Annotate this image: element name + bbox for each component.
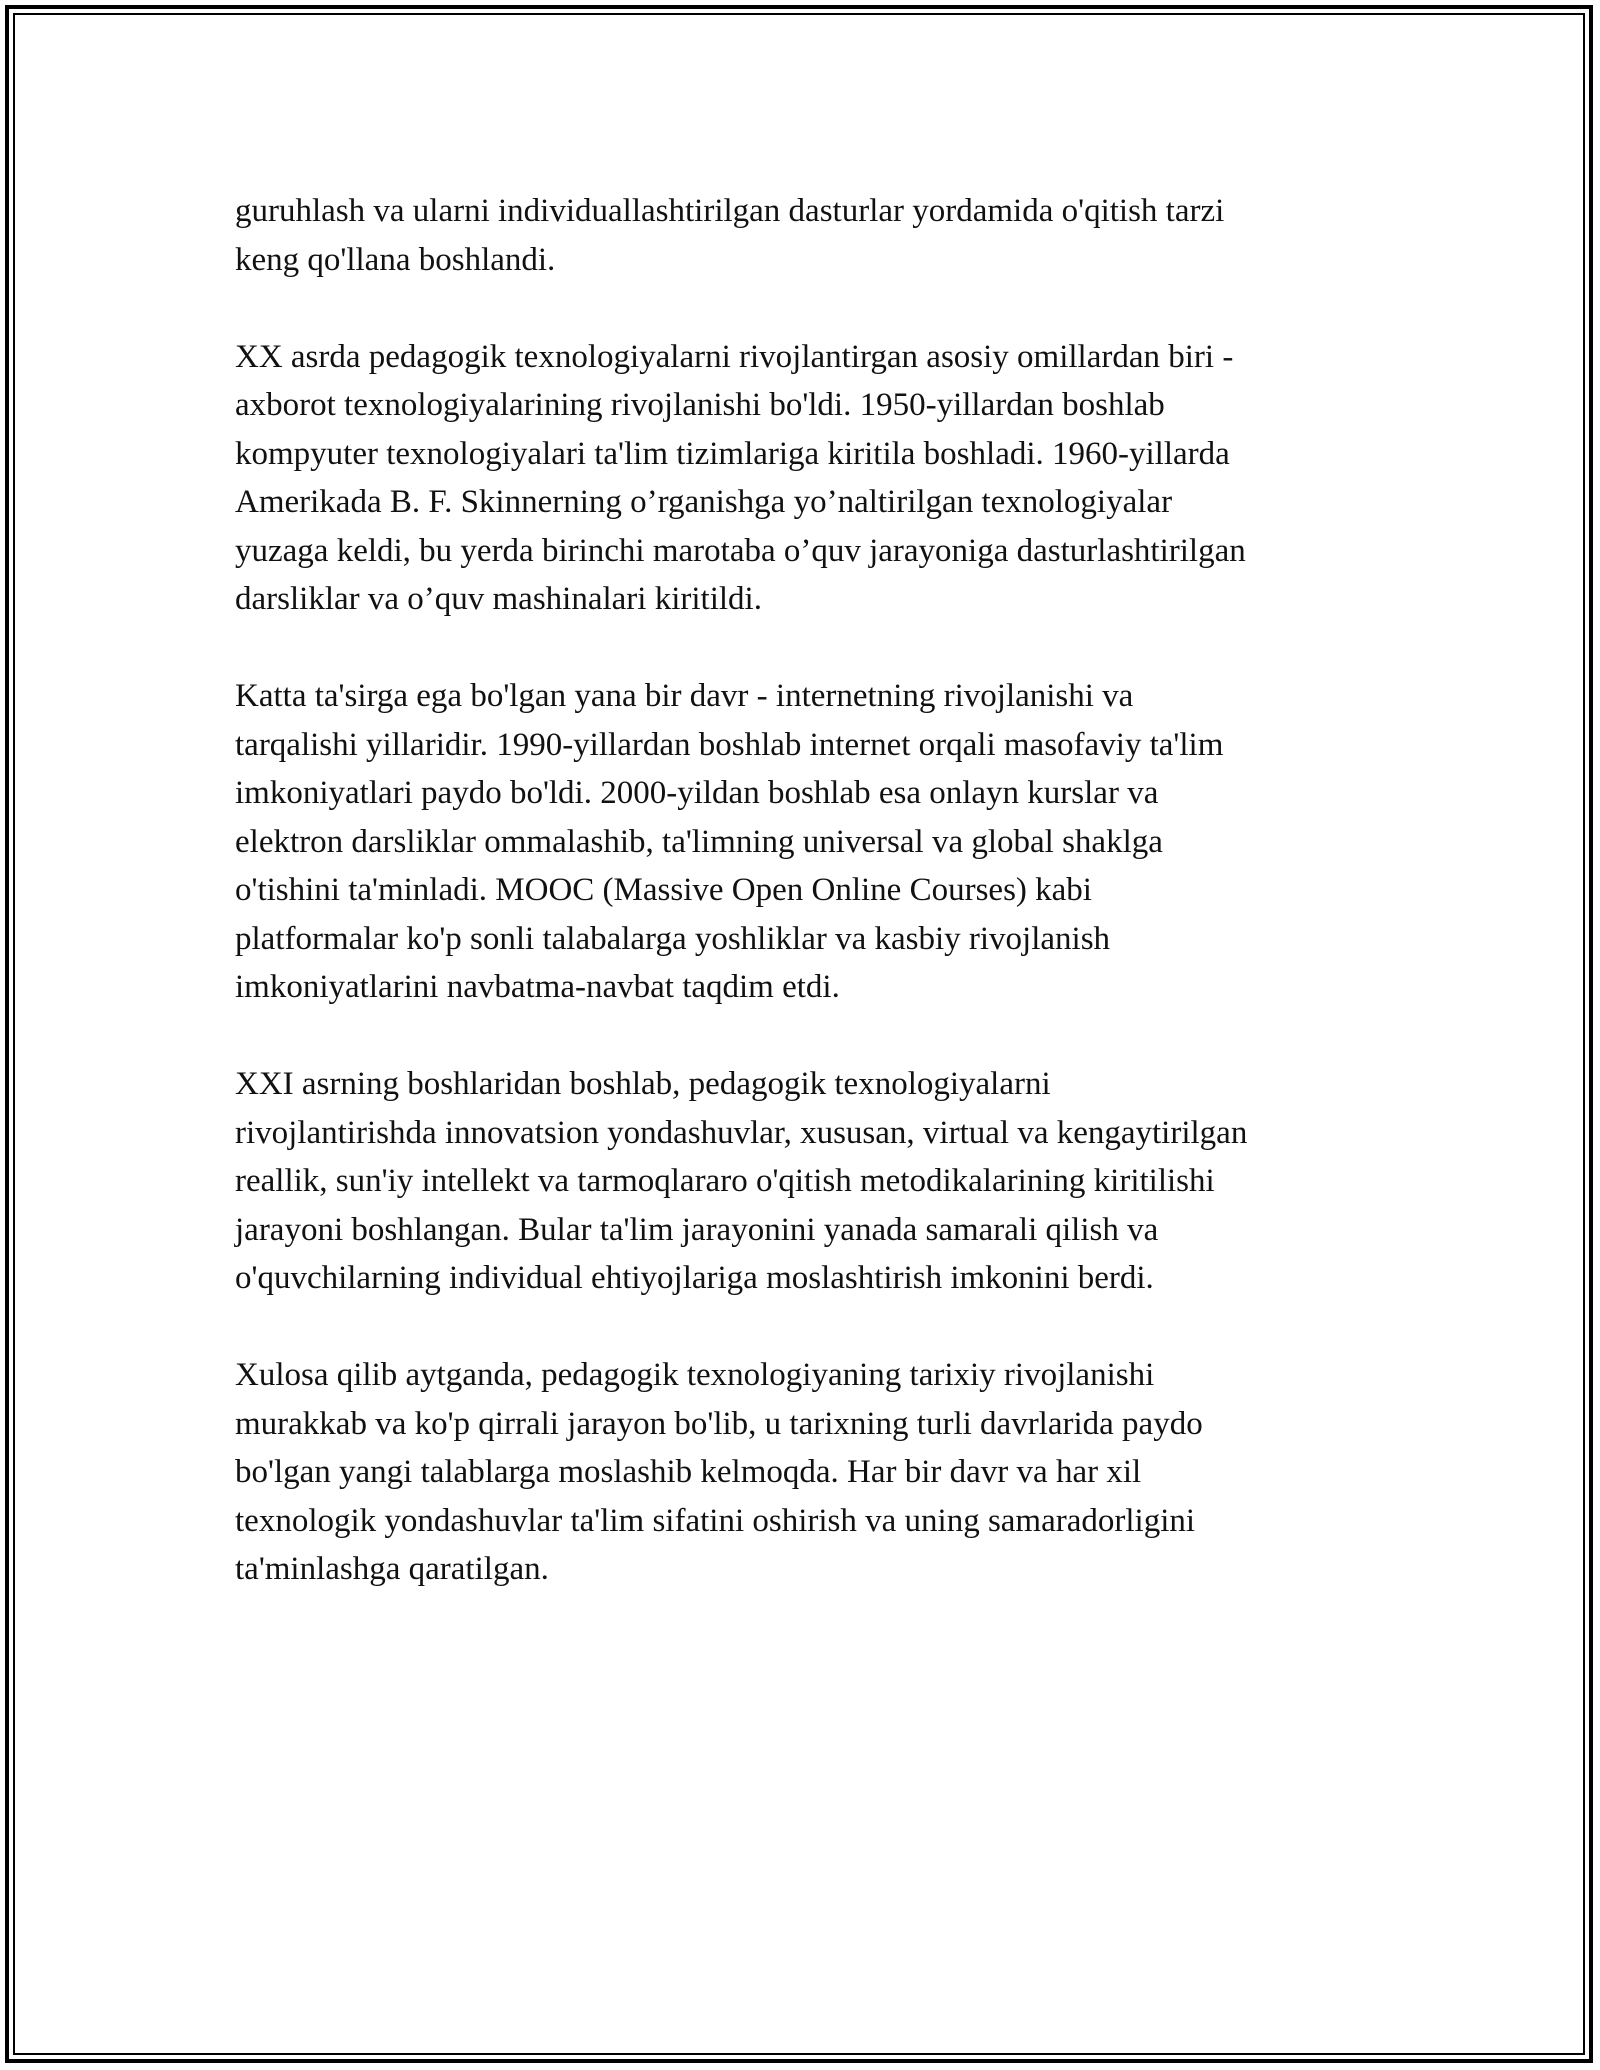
paragraph-2: XX asrda pedagogik texnologiyalarni rivojlantirgan asosiy omillardan biri - axborot texnologiyalarining rivojlanishi bo'ldi. 1950-yillardan boshlab kompyuter texnologiyalari ta'lim tizimlariga kiritila boshladi. 1960-yillarda Amerikada B. F. Skinnerning o’rganishga yo’naltirilgan texnologiyalar yuzaga keldi, bu yerda birinchi marotaba o’quv jarayoniga dasturlashtirilgan darsliklar va o’quv mashinalari kiritildi. bbox=[235, 338, 1246, 617]
paragraph-5: Xulosa qilib aytganda, pedagogik texnologiyaning tarixiy rivojlanishi murakkab va ko'p qirrali jarayon bo'lib, u tarixning turli davrlarida paydo bo'lgan yangi talablarga moslashib kelmoqda. Har bir davr va har xil texnologik yondashuvlar ta'lim sifatini oshirish va uning samaradorligini ta'minlashga qaratilgan. bbox=[235, 1357, 1203, 1587]
paragraph-3: Katta ta'sirga ega bo'lgan yana bir davr - internetning rivojlanishi va tarqalishi yillaridir. 1990-yillardan boshlab internet orqali masofaviy ta'lim imkoniyatlari paydo bo'ldi. 2000-yildan boshlab esa onlayn kurslar va elektron darsliklar ommalashib, ta'limning universal va global shaklga o'tishini ta'minladi. MOOC (Massive Open Online Courses) kabi platformalar ko'p sonli talabalarga yoshliklar va kasbiy rivojlanish imkoniyatlarini navbatma-navbat taqdim etdi. bbox=[235, 678, 1224, 1005]
document-body bbox=[235, 187, 1375, 1642]
paragraph-4: XXI asrning boshlaridan boshlab, pedagogik texnologiyalarni rivojlantirishda innovatsion yondashuvlar, xususan, virtual va kengaytirilgan reallik, sun'iy intellekt va tarmoqlararo o'qitish metodikalarining kiritilishi jarayoni boshlangan. Bular ta'lim jarayonini yanada samarali qilish va o'quvchilarning individual ehtiyojlariga moslashtirish imkonini berdi. bbox=[235, 1066, 1248, 1296]
paragraph-1: guruhlash va ularni individuallashtirilgan dasturlar yordamida o'qitish tarzi keng qo'llana boshlandi. bbox=[235, 193, 1225, 278]
